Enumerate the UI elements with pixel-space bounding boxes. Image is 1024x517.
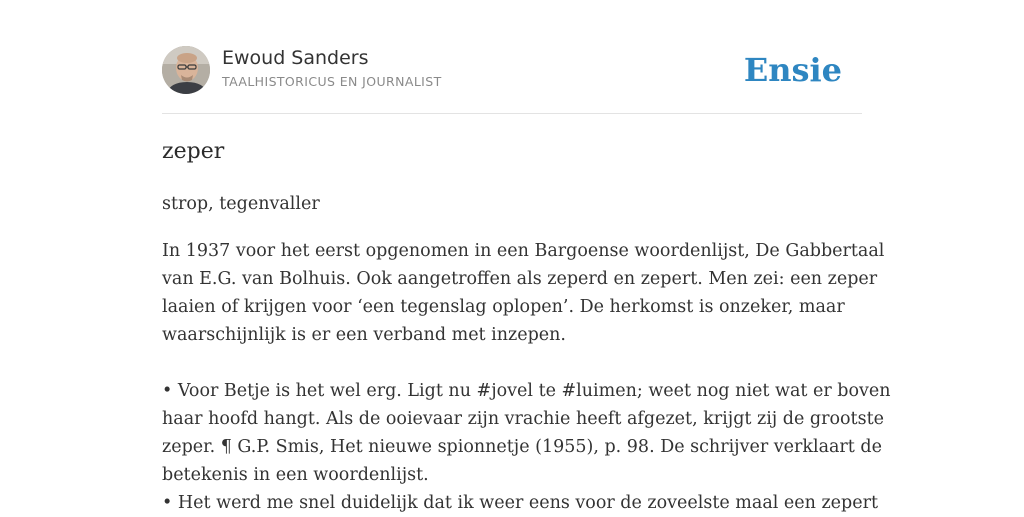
citation-line: zeper. ¶ G.P. Smis, Het nieuwe spionnetje (1955), p. 98. De schrijver verklaart de (162, 437, 882, 457)
person-portrait-icon (162, 46, 210, 94)
author-avatar[interactable] (162, 46, 210, 94)
entry-body (162, 237, 891, 517)
citation-line: • Voor Betje is het wel erg. Ligt nu #jovel te #luimen; weet nog niet wat er boven (162, 381, 891, 401)
entry-definition: strop, tegenvaller (162, 194, 320, 214)
author-name[interactable]: Ewoud Sanders (222, 47, 369, 69)
entry-page (162, 0, 891, 513)
body-line: van E.G. van Bolhuis. Ook aangetroffen als zeperd en zepert. Men zei: een zeper (162, 269, 878, 289)
body-line: laaien of krijgen voor ‘een tegenslag oplopen’. De herkomst is onzeker, maar (162, 297, 845, 317)
paragraph-gap (162, 349, 862, 377)
citation-line: • Het werd me snel duidelijk dat ik weer eens voor de zoveelste maal een zepert (162, 493, 878, 513)
author-header (162, 46, 862, 96)
header-divider (162, 113, 862, 114)
citation-line: haar hoofd hangt. Als de ooievaar zijn vrachie heeft afgezet, krijgt zij de grootste (162, 409, 884, 429)
brand-logo[interactable]: Ensie (743, 51, 842, 89)
citation-line: betekenis in een woordenlijst. (162, 465, 429, 485)
body-line: In 1937 voor het eerst opgenomen in een Bargoense woordenlijst, De Gabbertaal (162, 241, 885, 261)
author-role: TAALHISTORICUS EN JOURNALIST (222, 74, 442, 89)
body-line: waarschijnlijk is er een verband met inzepen. (162, 325, 566, 345)
entry-headword: zeper (162, 139, 225, 164)
